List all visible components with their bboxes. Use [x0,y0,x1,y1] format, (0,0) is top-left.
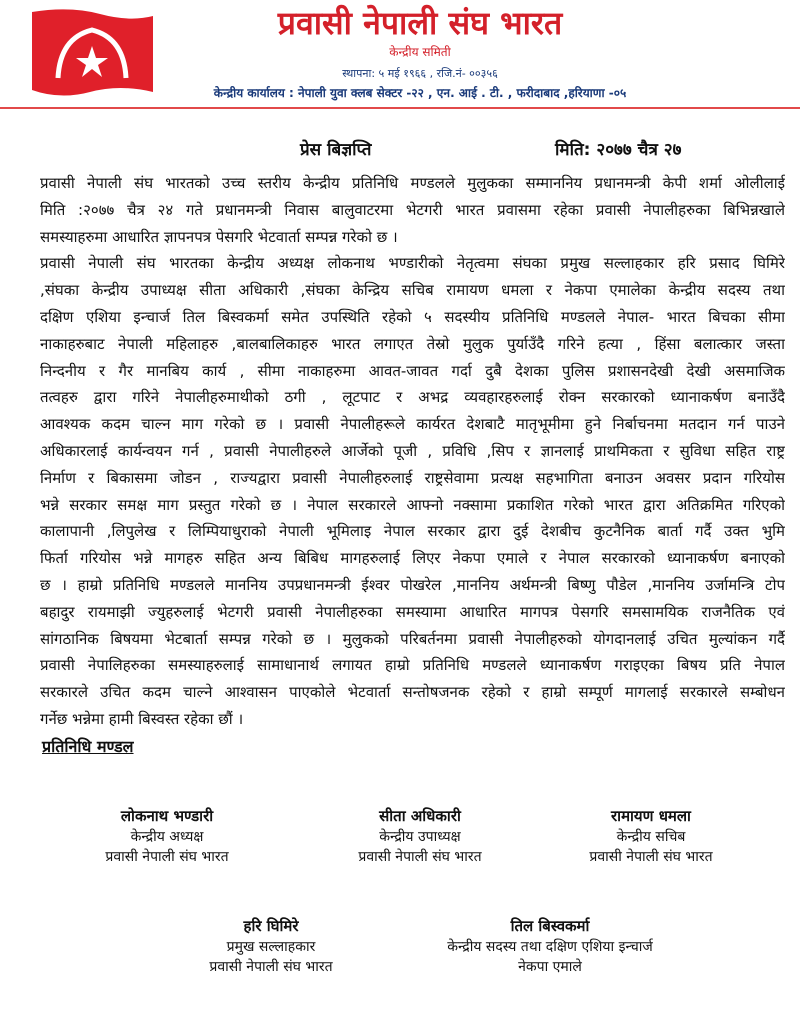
signatory-name: हरि घिमिरे [243,917,299,935]
press-release-body [40,170,785,733]
signatory-name: लोकनाथ भण्डारी [120,807,214,825]
signatory-org: प्रवासी नेपाली संघ भारत [358,849,482,865]
signatory [546,806,756,868]
signatory-name: सीता अधिकारी [379,807,461,825]
signatory-role: केन्द्रीय उपाध्यक्ष [379,828,461,845]
body-line: सांगठानिक बिषयमा भेटबार्ता सम्पन्न गरेको छ । मुलुकको परिबर्तनमा प्रवासी नेपालीहरुको योगदानलाई उचित मुल्यांकन गर्दै [40,629,785,648]
signatory-role: केन्द्रीय अध्यक्ष [130,828,204,845]
signatory [160,916,382,978]
signatory-name: रामायण धमला [611,807,691,825]
body-line: भन्ने सरकार समक्ष माग प्रस्तुत गरेको छ । नेपाल सरकारले आफ्नो नक्सामा प्रकाशित गरेको भारत द्वारा अतिक्रमित गरिएको [40,495,785,514]
body-line: प्रवासी नेपाली संघ भारतको उच्च स्तरीय केन्द्रीय प्रतिनिधि मण्डलले मुलुकका सम्माननिय प्रधानमन्त्री केपी शर्मा ओलीलाई [40,174,785,192]
body-line: निन्दनीय र गैर मानबिय कार्य , सीमा नाकाहरुमा आवत-जावत गर्दा दुबै देशका पुलिस प्रशासनदेखी देखी असमाजिक [40,361,785,380]
signatory-org: प्रवासी नेपाली संघ भारत [209,959,333,975]
signatory-name: तिल बिस्वकर्मा [510,917,590,935]
signatory-org: नेकपा एमाले [518,959,582,975]
body-line: नाकाहरुबाट नेपाली महिलाहरु ,बालबालिकाहरु भारत लगाएत तेस्रो मुलुक पुर्याउँदै गरिने हत्या , हिंसा बलात्कार जस्ता [40,334,785,353]
signatory-org: प्रवासी नेपाली संघ भारत [589,849,713,865]
org-name: प्रवासी नेपाली संघ भारत [277,4,563,42]
body-line: प्रवासी नेपाली संघ भारतका केन्द्रीय अध्यक्ष लोकनाथ भण्डारीको नेतृत्वमा संघका प्रमुख सल्लाहकार हरि प्रसाद घिमिरे [40,254,785,273]
body-line: सरकारले उचित कदम चाल्ने आश्वासन पाएकोले भेटवार्ता सन्तोषजनक रहेको र हाम्रो सम्पूर्ण मागलाई सरकारले सम्बोधन [40,683,785,702]
body-line: दक्षिण एशिया इन्चार्ज तिल बिस्वकर्मा समेत उपस्थिति रहेको ५ सदस्यीय प्रतिनिधि मण्डलले नेपाल- भारत बिचका सीमा [40,307,785,326]
signatory-role: प्रमुख सल्लाहकार [226,938,316,955]
body-line: निर्माण र बिकासमा जोडन , राज्यद्वारा प्रवासी नेपालीहरुलाई राष्ट्रसेवामा प्रत्यक्ष सहभागिता बनाउन अवसर प्रदान गरियोस [40,468,785,487]
body-line: छ । हाम्रो प्रतिनिधि मण्डलले माननिय उपप्रधानमन्त्री ईश्वर पोखरेल ,माननिय अर्थमन्त्री बिष्णु पौडेल ,माननिय उर्जामन्त्रि टोप [40,575,785,594]
signatory [40,806,294,868]
committee-name: केन्द्रीय समिती [389,45,451,59]
body-line: प्रवासी नेपालिहरुका समस्याहरुलाई सामाधानार्थ लगायत हाम्रो प्रतिनिधि मण्डलले ध्यानाकर्षण गराइएका बिषय प्रति नेपाल [40,656,785,675]
office-address: केन्द्रीय कार्यालय : नेपाली युवा क्लब सेक्टर -२२ , एन. आई . टी. , फरीदाबाद ,हरियाणा -०५ [213,86,627,100]
body-line: अधिकारलाई कार्यन्वयन गर्न , प्रवासी नेपालीहरुले आर्जेको पूजी , प्रविधि ,सिप र ज्ञानलाई प्राथमिकता र सुविधा सहित राष्ट्र [40,441,785,460]
document-date: मिति: २०७७ चैत्र २७ [555,140,682,160]
body-line: गर्नेछ भन्नेमा हामी बिस्वस्त रहेका छौं । [40,709,244,728]
signatory-role: केन्द्रीय सचिब [616,828,686,845]
body-line: आवश्यक कदम चाल्न माग गरेको छ । प्रवासी नेपालीहरूले कार्यरत देशबाटै मातृभूमीमा हुने निर्बाचनमा मतदान गर्न पाउने [40,415,785,434]
delegation-heading: प्रतिनिधि मण्डल [42,737,134,756]
document-title: प्रेस बिज्ञप्ति [300,140,372,160]
signatory [390,916,710,978]
body-line: मिति :२०७७ चैत्र २४ गते प्रधानमन्त्री निवास बालुवाटरमा भेटगरी भारत प्रवासमा रहेका प्रवासी नेपालीहरुका बिभिन्नखाले [40,200,785,219]
body-line: तत्वहरु द्वारा गरिने नेपालीहरुमाथीको ठगी , लूटपाट र अभद्र व्यवहारहरुलाई रोक्न सरकारको ध्यानाकर्षण बनाउँदै [40,388,785,407]
body-line: कालापानी ,लिपुलेख र लिम्पियाधुराको नेपाली भूमिलाइ नेपाल सरकार द्वारा दुई देशबीच कुटनैनिक बार्ता गर्दै उक्त भुमि [40,522,785,541]
establishment-info: स्थापना: ५ मई १९६६ , रजि.नं- ००३५६ [342,67,498,80]
body-line: बहादुर रायमाझी ज्युहरुलाई भेटगरी प्रवासी नेपालीहरुका समस्यामा आधारित मागपत्र पेसगरि समसामयिक राजनैतिक एवं [40,602,785,621]
body-line: समस्याहरुमा आधारित ज्ञापनपत्र पेसगरि भेटवार्ता सम्पन्न गरेको छ । [40,227,398,246]
signatory-role: केन्द्रीय सदस्य तथा दक्षिण एशिया इन्चार्ज [447,938,653,955]
header-divider [0,107,800,109]
signatory [300,806,540,868]
body-line: ,संघका केन्द्रीय उपाध्यक्ष सीता अधिकारी ,संघका केन्द्रिय सचिब रामायण धमला र नेकपा एमालेका केन्द्रीय सदस्य तथा [40,281,785,300]
signatory-org: प्रवासी नेपाली संघ भारत [105,849,229,865]
body-line: फिर्ता गरियोस भन्ने मागहरु सहित अन्य बिबिध मागहरुलाई लिएर नेकपा एमाले र नेपाल सरकारको ध्यानाकर्षण बनाएको [40,549,785,568]
